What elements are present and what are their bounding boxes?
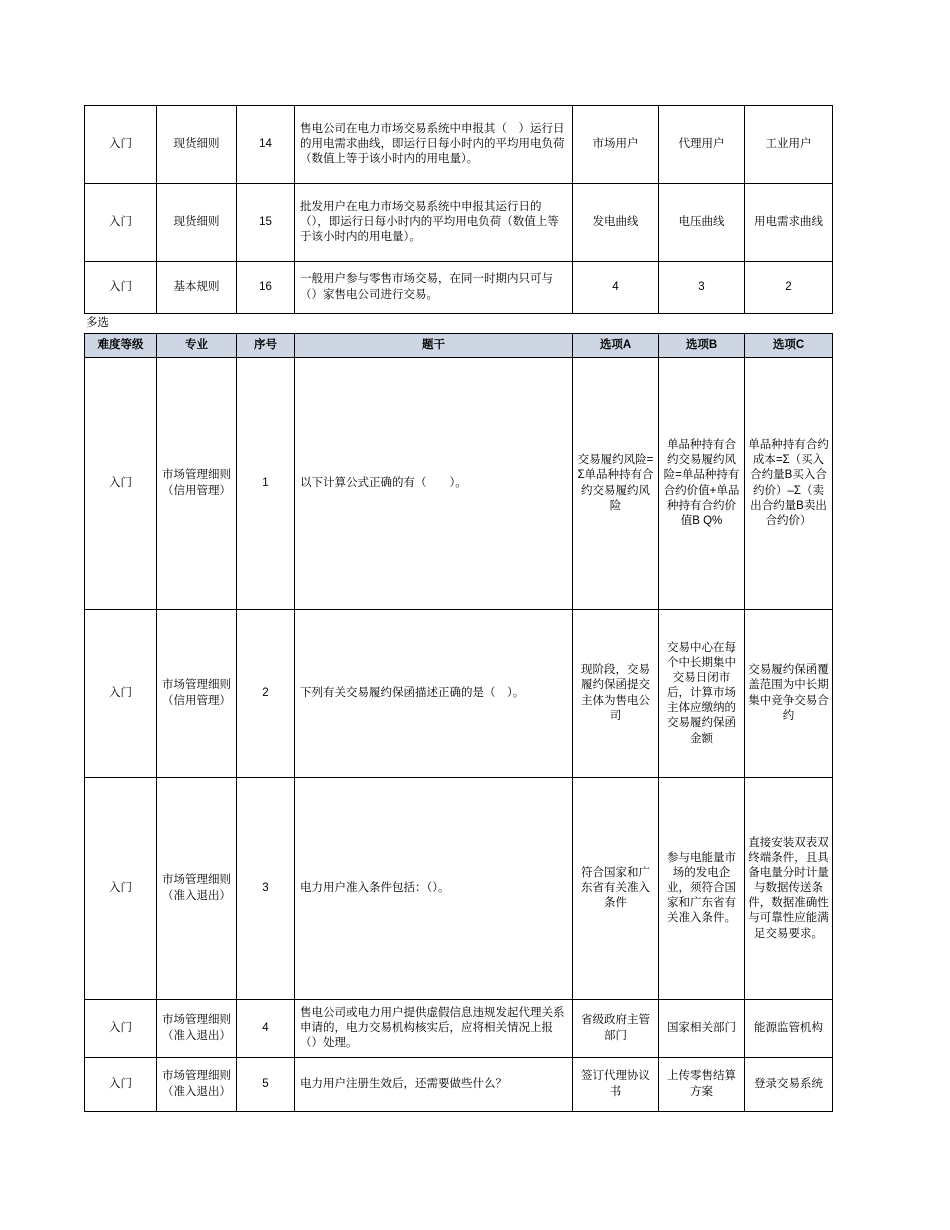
section-label-multi-choice: 多选 bbox=[86, 317, 109, 329]
cell-option-c: 交易履约保函覆盖范围为中长期集中竞争交易合约 bbox=[745, 610, 833, 778]
single-choice-table bbox=[84, 105, 833, 314]
col-header-major: 专业 bbox=[157, 333, 237, 357]
col-header-no: 序号 bbox=[237, 333, 295, 357]
multi-choice-table bbox=[84, 333, 833, 1112]
cell-level: 入门 bbox=[85, 358, 157, 610]
cell-option-b: 单品种持有合约交易履约风险=单品种持有合约价值+单品种持有合约价值B Q% bbox=[659, 358, 745, 610]
col-header-stem: 题干 bbox=[295, 333, 573, 357]
cell-no: 14 bbox=[237, 106, 295, 184]
cell-no: 2 bbox=[237, 610, 295, 778]
cell-level: 入门 bbox=[85, 262, 157, 314]
col-header-option-c: 选项C bbox=[745, 333, 833, 357]
cell-major: 市场管理细则（信用管理） bbox=[157, 358, 237, 610]
cell-option-c: 登录交易系统 bbox=[745, 1058, 833, 1112]
cell-option-a: 交易履约风险=Σ单品种持有合约交易履约风险 bbox=[573, 358, 659, 610]
table-row bbox=[85, 778, 833, 1000]
cell-option-b: 代理用户 bbox=[659, 106, 745, 184]
cell-option-c: 单品种持有合约成本=Σ（买入合约量B买入合约价）–Σ（卖出合约量B卖出合约价） bbox=[745, 358, 833, 610]
cell-no: 1 bbox=[237, 358, 295, 610]
cell-option-c: 工业用户 bbox=[745, 106, 833, 184]
cell-option-a: 省级政府主管部门 bbox=[573, 1000, 659, 1058]
cell-no: 5 bbox=[237, 1058, 295, 1112]
cell-option-a: 市场用户 bbox=[573, 106, 659, 184]
cell-no: 15 bbox=[237, 184, 295, 262]
cell-major: 市场管理细则（准入退出） bbox=[157, 1058, 237, 1112]
cell-option-b: 交易中心在每个中长期集中交易日闭市后，计算市场主体应缴纳的交易履约保函金额 bbox=[659, 610, 745, 778]
cell-level: 入门 bbox=[85, 610, 157, 778]
cell-major: 现货细则 bbox=[157, 184, 237, 262]
cell-option-c: 能源监管机构 bbox=[745, 1000, 833, 1058]
table-row bbox=[85, 106, 833, 184]
table-row bbox=[85, 184, 833, 262]
cell-stem: 售电公司在电力市场交易系统中申报其（ ）运行日的用电需求曲线，即运行日每小时内的平均用电负荷（数值上等于该小时内的用电量）。 bbox=[295, 106, 573, 184]
col-header-level: 难度等级 bbox=[85, 333, 157, 357]
table-row bbox=[85, 358, 833, 610]
cell-major: 基本规则 bbox=[157, 262, 237, 314]
cell-option-a: 签订代理协议书 bbox=[573, 1058, 659, 1112]
cell-no: 4 bbox=[237, 1000, 295, 1058]
cell-major: 市场管理细则（准入退出） bbox=[157, 778, 237, 1000]
table-row bbox=[85, 610, 833, 778]
cell-option-a: 发电曲线 bbox=[573, 184, 659, 262]
cell-level: 入门 bbox=[85, 184, 157, 262]
cell-no: 16 bbox=[237, 262, 295, 314]
cell-major: 市场管理细则（准入退出） bbox=[157, 1000, 237, 1058]
cell-level: 入门 bbox=[85, 1000, 157, 1058]
cell-stem: 电力用户准入条件包括：（）。 bbox=[295, 778, 573, 1000]
cell-no: 3 bbox=[237, 778, 295, 1000]
cell-option-a: 4 bbox=[573, 262, 659, 314]
cell-option-a: 符合国家和广东省有关准入条件 bbox=[573, 778, 659, 1000]
cell-option-c: 直接安装双表双终端条件，且具备电量分时计量与数据传送条件，数据准确性与可靠性应能满足交易要求。 bbox=[745, 778, 833, 1000]
table-row bbox=[85, 1000, 833, 1058]
table-header-row bbox=[85, 333, 833, 357]
cell-level: 入门 bbox=[85, 1058, 157, 1112]
cell-option-b: 电压曲线 bbox=[659, 184, 745, 262]
cell-major: 市场管理细则（信用管理） bbox=[157, 610, 237, 778]
cell-stem: 一般用户参与零售市场交易，在同一时期内只可与（）家售电公司进行交易。 bbox=[295, 262, 573, 314]
col-header-option-b: 选项B bbox=[659, 333, 745, 357]
cell-stem: 电力用户注册生效后，还需要做些什么？ bbox=[295, 1058, 573, 1112]
cell-option-c: 用电需求曲线 bbox=[745, 184, 833, 262]
cell-option-b: 3 bbox=[659, 262, 745, 314]
cell-option-b: 国家相关部门 bbox=[659, 1000, 745, 1058]
cell-stem: 下列有关交易履约保函描述正确的是（ ）。 bbox=[295, 610, 573, 778]
cell-major: 现货细则 bbox=[157, 106, 237, 184]
cell-stem: 以下计算公式正确的有（ ）。 bbox=[295, 358, 573, 610]
cell-option-a: 现阶段，交易履约保函提交主体为售电公司 bbox=[573, 610, 659, 778]
cell-level: 入门 bbox=[85, 106, 157, 184]
cell-level: 入门 bbox=[85, 778, 157, 1000]
cell-option-b: 上传零售结算方案 bbox=[659, 1058, 745, 1112]
spreadsheet-area bbox=[84, 105, 832, 1112]
table-row bbox=[85, 1058, 833, 1112]
col-header-option-a: 选项A bbox=[573, 333, 659, 357]
cell-stem: 售电公司或电力用户提供虚假信息违规发起代理关系申请的，电力交易机构核实后，应将相关情况上报（）处理。 bbox=[295, 1000, 573, 1058]
table-row bbox=[85, 262, 833, 314]
cell-option-c: 2 bbox=[745, 262, 833, 314]
cell-stem: 批发用户在电力市场交易系统中申报其运行日的（），即运行日每小时内的平均用电负荷（数值上等于该小时内的用电量）。 bbox=[295, 184, 573, 262]
cell-option-b: 参与电能量市场的发电企业，须符合国家和广东省有关准入条件。 bbox=[659, 778, 745, 1000]
